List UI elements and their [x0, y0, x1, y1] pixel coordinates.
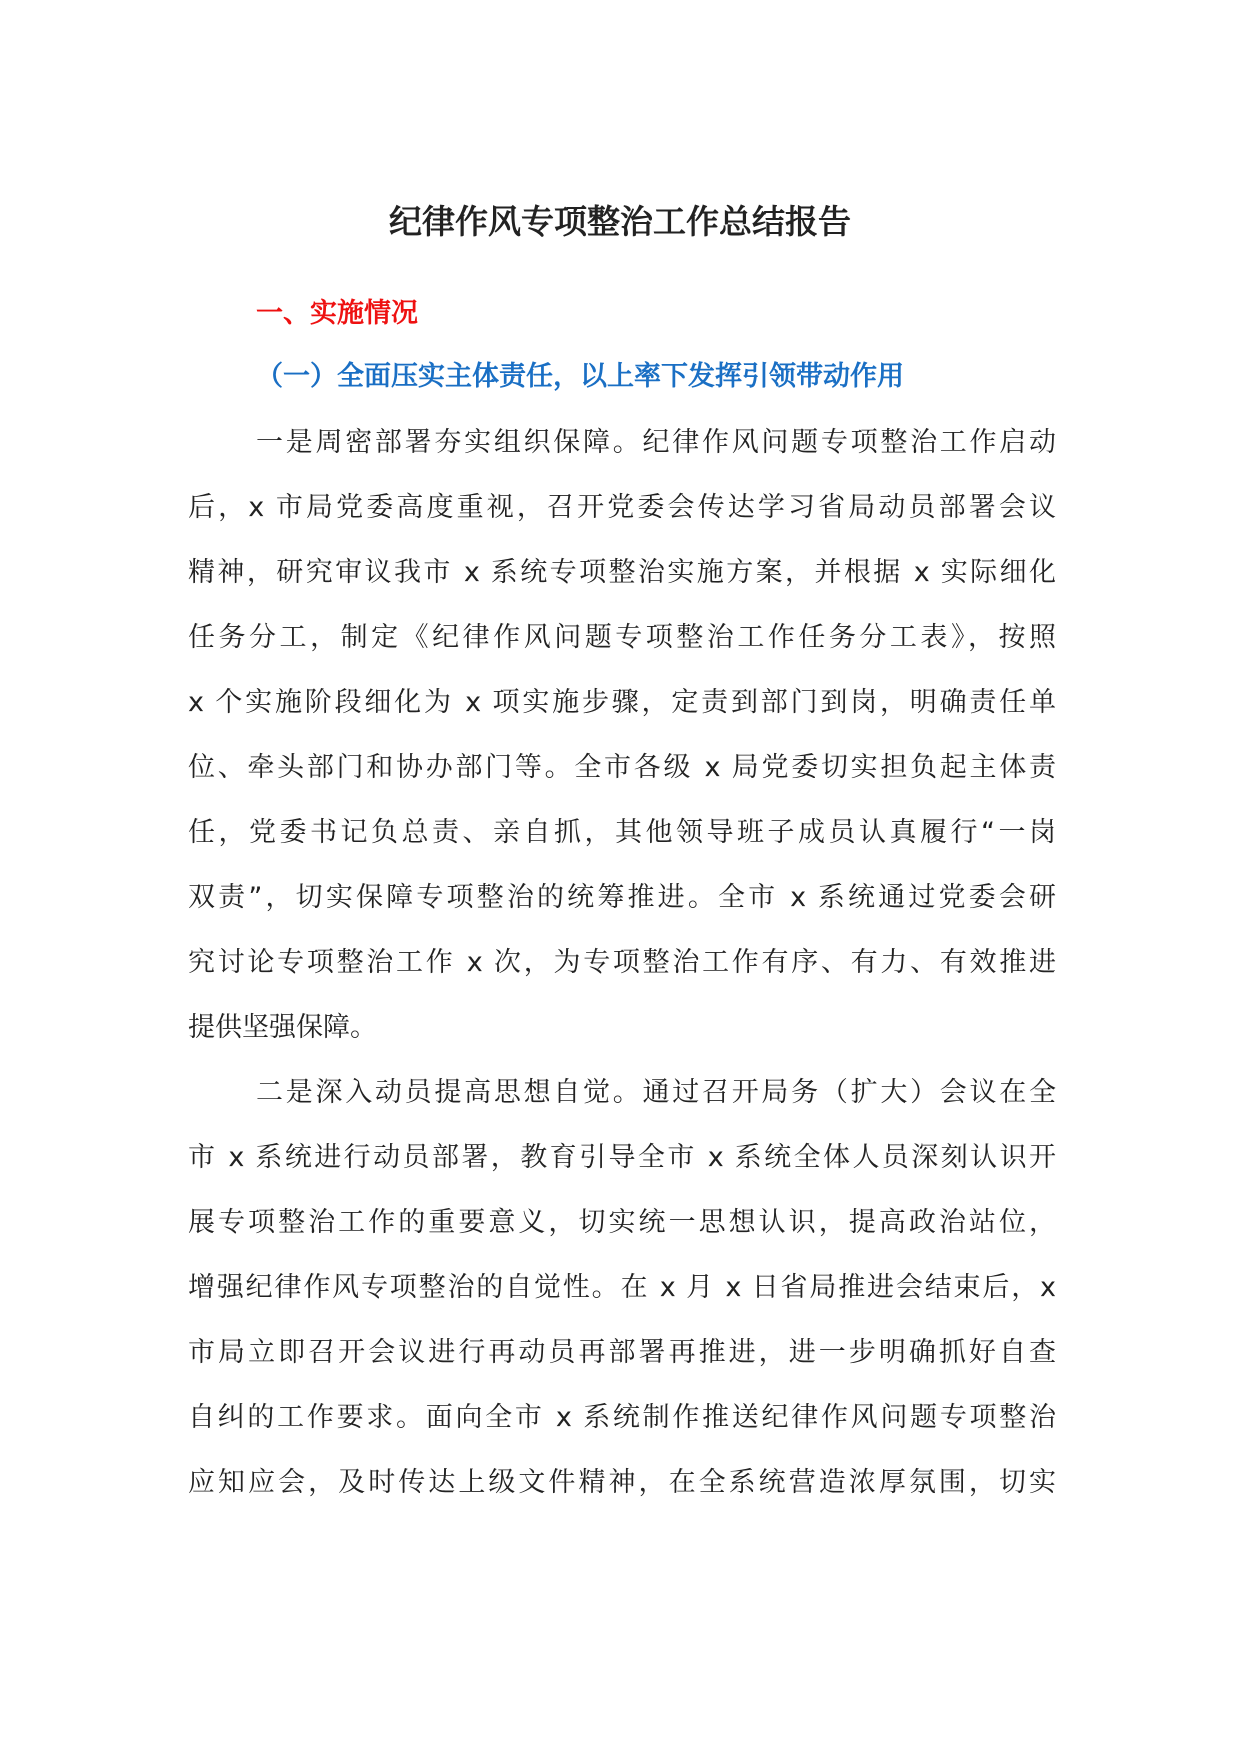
paragraph-line: 应知应会，及时传达上级文件精神，在全系统营造浓厚氛围，切实 [188, 1467, 1056, 1498]
paragraph-line: x 个实施阶段细化为 x 项实施步骤，定责到部门到岗，明确责任单 [188, 687, 1056, 718]
paragraph-line: 增强纪律作风专项整治的自觉性。在 x 月 x 日省局推进会结束后，x [188, 1272, 1056, 1303]
paragraph-line: 自纠的工作要求。面向全市 x 系统制作推送纪律作风问题专项整治 [188, 1402, 1056, 1433]
subsection-heading-responsibility: （一）全面压实主体责任，以上率下发挥引领带动作用 [256, 361, 904, 392]
paragraph-line: 二是深入动员提高思想自觉。通过召开局务（扩大）会议在全 [256, 1077, 1056, 1108]
paragraph-line: 任，党委书记负总责、亲自抓，其他领导班子成员认真履行“一岗 [188, 817, 1056, 848]
paragraph-line: 位、牵头部门和协办部门等。全市各级 x 局党委切实担负起主体责 [188, 752, 1056, 783]
body-paragraph-organization-guarantee [188, 410, 1056, 1060]
paragraph-line: 双责”，切实保障专项整治的统筹推进。全市 x 系统通过党委会研 [188, 882, 1056, 913]
paragraph-line: 任务分工，制定《纪律作风问题专项整治工作任务分工表》，按照 [188, 622, 1056, 653]
paragraph-line: 展专项整治工作的重要意义，切实统一思想认识，提高政治站位， [188, 1207, 1056, 1238]
section-heading-implementation: 一、实施情况 [256, 298, 418, 329]
paragraph-line: 市局立即召开会议进行再动员再部署再推进，进一步明确抓好自查 [188, 1337, 1056, 1368]
paragraph-line: 后，x 市局党委高度重视，召开党委会传达学习省局动员部署会议 [188, 492, 1056, 523]
paragraph-line: 一是周密部署夯实组织保障。纪律作风问题专项整治工作启动 [256, 427, 1056, 458]
body-paragraph-mobilization [188, 1060, 1056, 1515]
paragraph-line: 市 x 系统进行动员部署，教育引导全市 x 系统全体人员深刻认识开 [188, 1142, 1056, 1173]
document-title: 纪律作风专项整治工作总结报告 [389, 202, 851, 241]
paragraph-line: 精神，研究审议我市 x 系统专项整治实施方案，并根据 x 实际细化 [188, 557, 1056, 588]
paragraph-line: 究讨论专项整治工作 x 次，为专项整治工作有序、有力、有效推进 [188, 947, 1056, 978]
paragraph-line: 提供坚强保障。 [188, 1012, 377, 1043]
